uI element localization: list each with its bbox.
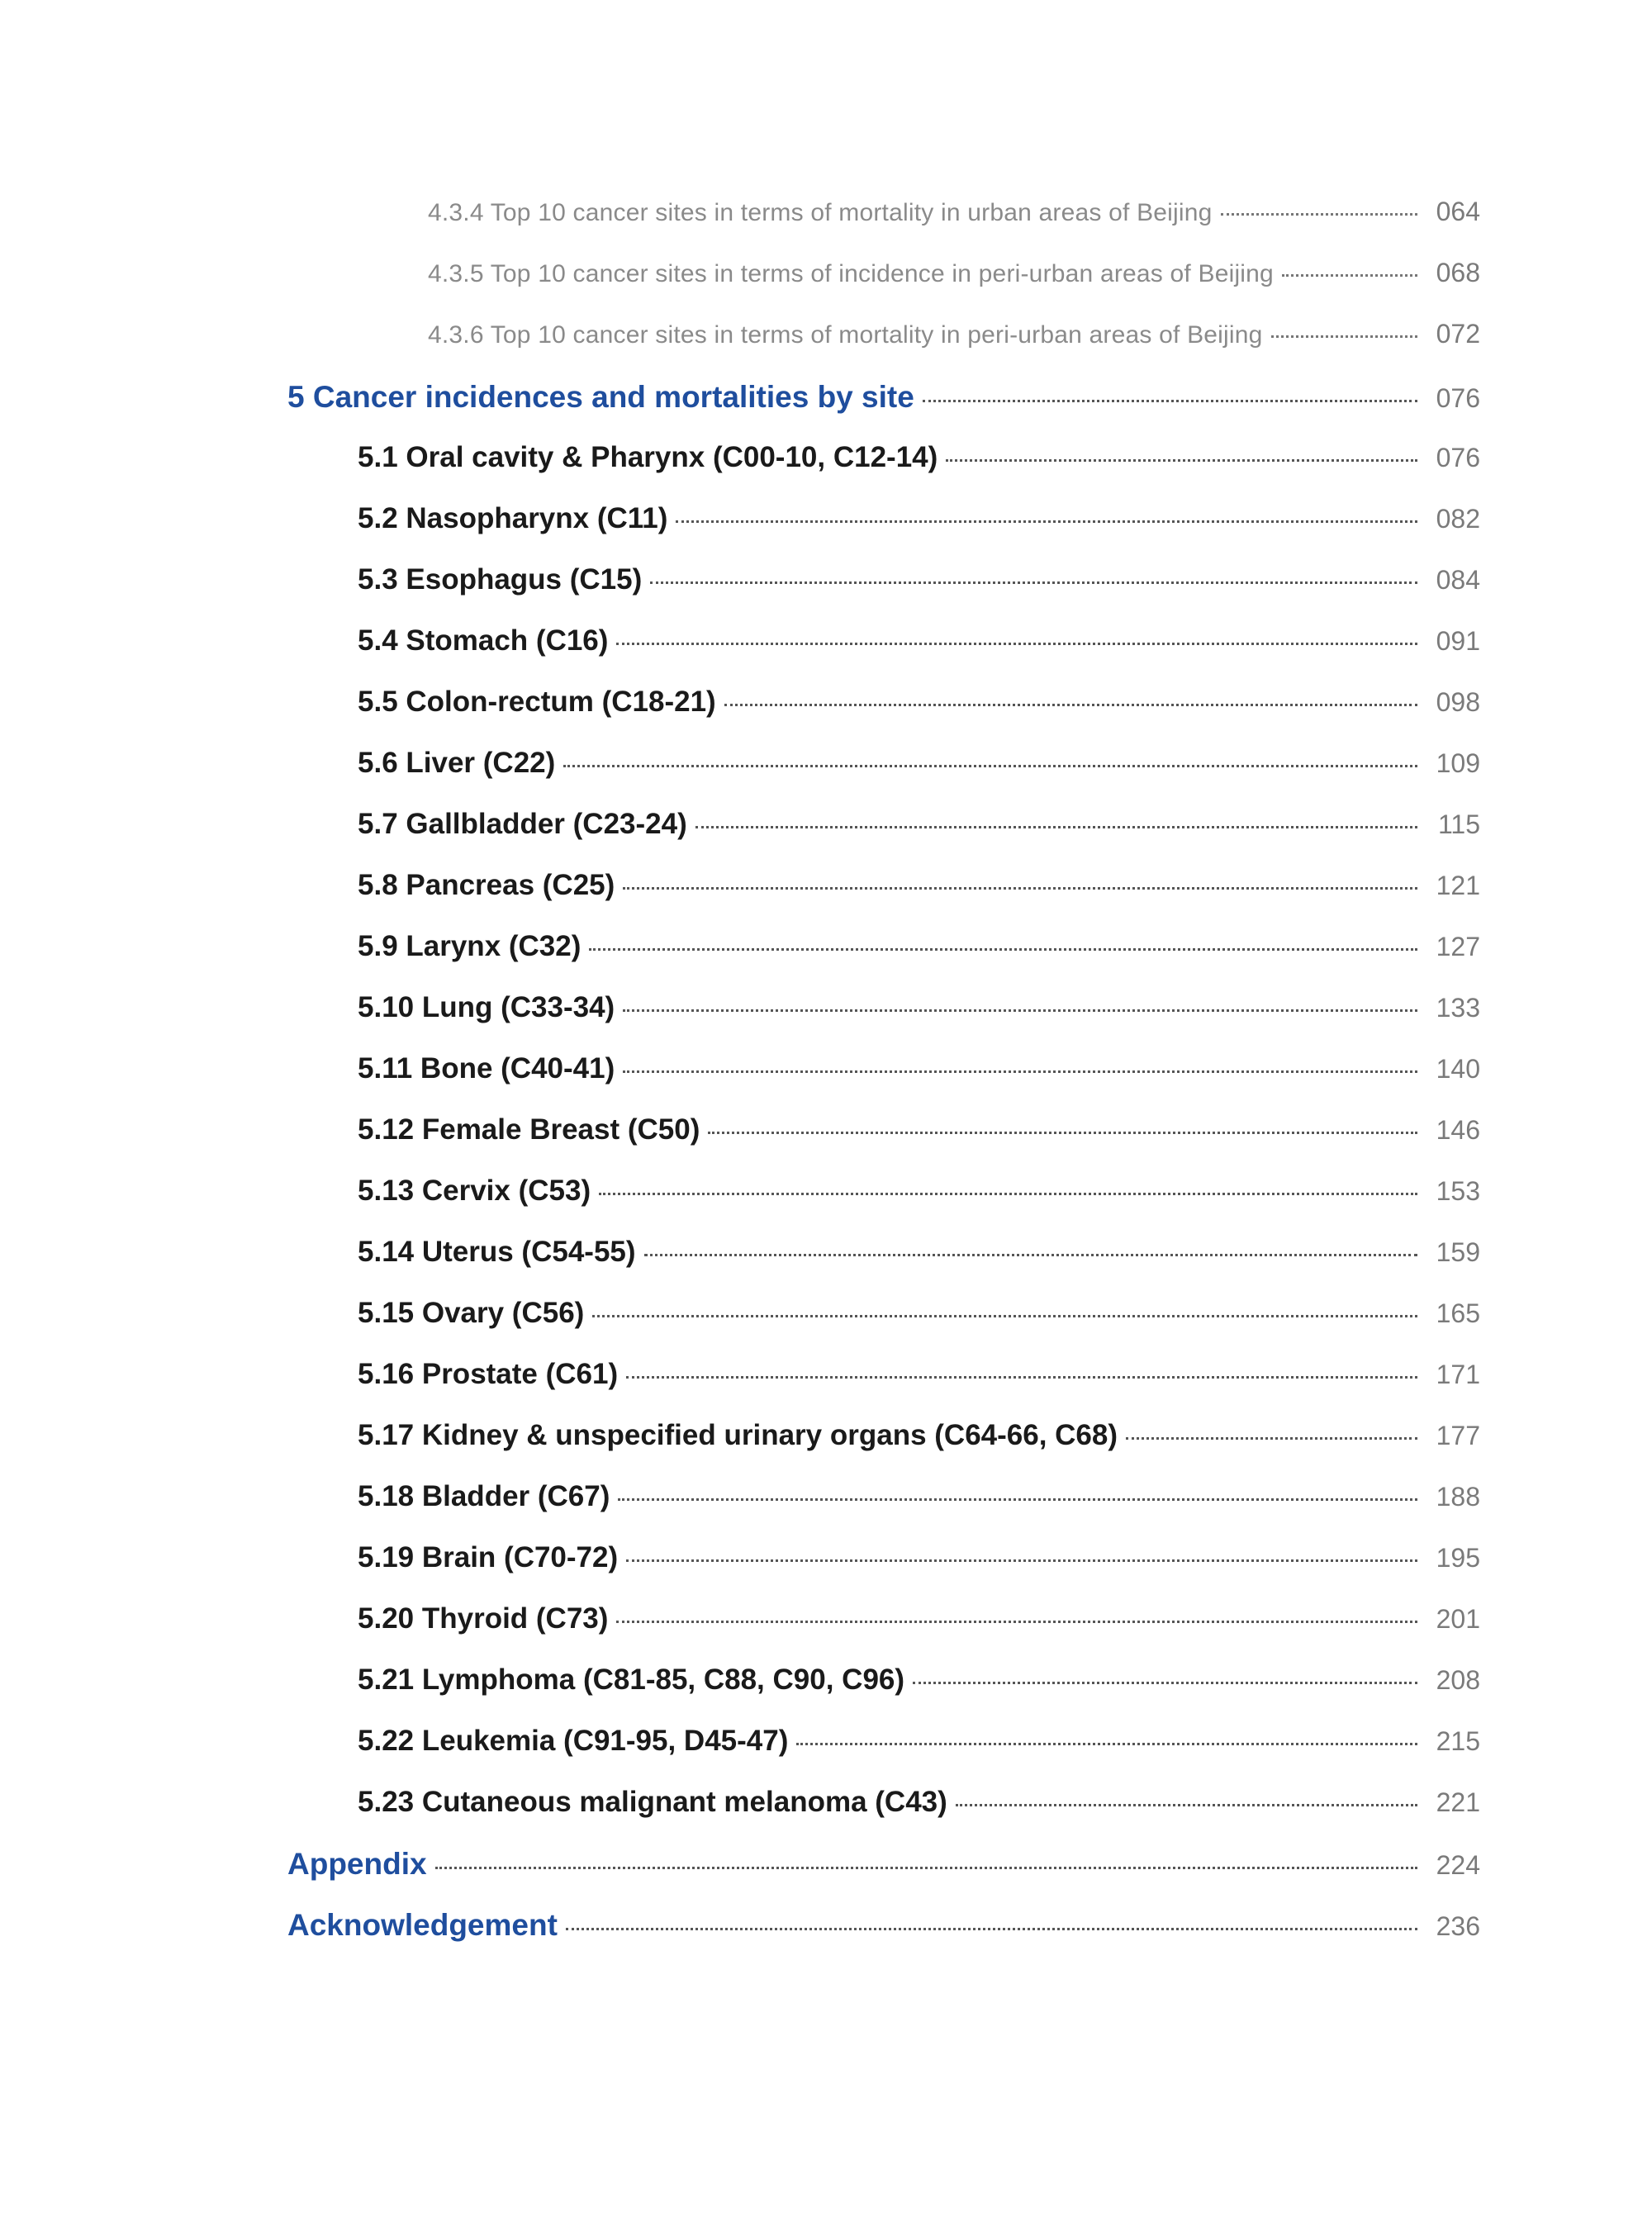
toc-entry-page: 064 — [1436, 197, 1480, 226]
toc-entry[interactable] — [358, 686, 1480, 719]
toc-entry[interactable] — [358, 441, 1480, 474]
toc-entry-page: 236 — [1436, 1911, 1480, 1941]
dot-leader — [708, 1132, 1417, 1134]
toc-entry-title: 5.2 Nasopharynx (C11) — [358, 502, 668, 534]
toc-entry-page: 195 — [1436, 1543, 1480, 1573]
toc-entry-title: 5.16 Prostate (C61) — [358, 1358, 619, 1390]
toc-entry-title: 5.19 Brain (C70-72) — [358, 1541, 619, 1573]
toc-entry-page: 072 — [1436, 319, 1480, 349]
toc-entry-title: 5.15 Ovary (C56) — [358, 1297, 585, 1329]
toc-entry-page: 153 — [1436, 1176, 1480, 1206]
dot-leader — [676, 520, 1417, 523]
toc-entry[interactable] — [358, 1175, 1480, 1208]
toc-entry[interactable] — [428, 197, 1480, 227]
dot-leader — [626, 1376, 1417, 1379]
toc-entry[interactable] — [428, 319, 1480, 349]
toc-entry-page: 146 — [1436, 1115, 1480, 1145]
toc-entry-page: 084 — [1436, 565, 1480, 595]
toc-entry-page: 177 — [1436, 1421, 1480, 1450]
dot-leader — [623, 1009, 1417, 1012]
dot-leader — [599, 1193, 1417, 1195]
toc-entry[interactable] — [358, 1725, 1480, 1758]
toc-entry-page: 121 — [1436, 871, 1480, 900]
dot-leader — [616, 643, 1417, 645]
dot-leader — [923, 400, 1417, 402]
toc-entry[interactable] — [358, 747, 1480, 780]
toc-entry-title: 5.18 Bladder (C67) — [358, 1480, 610, 1512]
dot-leader — [650, 581, 1417, 584]
dot-leader — [1282, 274, 1417, 277]
toc-entry[interactable] — [358, 930, 1480, 963]
toc-entry-title: 4.3.6 Top 10 cancer sites in terms of mortality in peri-urban areas of Beijing — [428, 321, 1263, 349]
toc-entry[interactable] — [358, 808, 1480, 841]
dot-leader — [695, 826, 1417, 828]
toc-entry[interactable] — [358, 1419, 1480, 1452]
toc-entry-page: 188 — [1436, 1482, 1480, 1512]
toc-section-heading[interactable] — [287, 380, 1480, 415]
toc-entry[interactable] — [358, 1664, 1480, 1697]
toc-entry[interactable] — [358, 1297, 1480, 1330]
toc-entry-page: 127 — [1436, 932, 1480, 961]
toc-entry-title: 4.3.4 Top 10 cancer sites in terms of mortality in urban areas of Beijing — [428, 199, 1213, 226]
toc-entry[interactable] — [358, 624, 1480, 657]
dot-leader — [724, 704, 1417, 706]
toc-entry-title: 5.12 Female Breast (C50) — [358, 1113, 700, 1146]
toc-entry-title: 5.10 Lung (C33-34) — [358, 991, 615, 1023]
toc-entry-page: 082 — [1436, 504, 1480, 534]
toc-entry-title: 5.5 Colon-rectum (C18-21) — [358, 686, 716, 718]
toc-entry[interactable] — [358, 1786, 1480, 1819]
toc-entry-page: 224 — [1436, 1850, 1480, 1880]
dot-leader — [1271, 335, 1417, 338]
toc-entry-page: 159 — [1436, 1237, 1480, 1267]
toc-entry-page: 076 — [1436, 443, 1480, 472]
toc-entry-title: 5.21 Lymphoma (C81-85, C88, C90, C96) — [358, 1664, 905, 1696]
toc-entry[interactable] — [358, 1358, 1480, 1391]
toc-entry-title: 5 Cancer incidences and mortalities by site — [287, 380, 914, 414]
toc-entry-title: 5.17 Kidney & unspecified urinary organs (C64-66, C68) — [358, 1419, 1118, 1451]
toc-entry[interactable] — [358, 502, 1480, 535]
toc-entry-page: 133 — [1436, 993, 1480, 1023]
toc-section-heading[interactable] — [287, 1908, 1480, 1943]
toc-entry-page: 076 — [1436, 383, 1480, 413]
dot-leader — [566, 1928, 1417, 1930]
toc-entry-title: 5.7 Gallbladder (C23-24) — [358, 808, 687, 840]
toc-entry[interactable] — [358, 1113, 1480, 1146]
toc-entry-title: 5.8 Pancreas (C25) — [358, 869, 615, 901]
toc-entry-title: 5.6 Liver (C22) — [358, 747, 556, 779]
toc-entry-page: 091 — [1436, 626, 1480, 656]
toc-entry[interactable] — [358, 869, 1480, 902]
dot-leader — [1221, 213, 1417, 216]
toc-entry-title: Acknowledgement — [287, 1908, 558, 1942]
toc-entry-title: 4.3.5 Top 10 cancer sites in terms of incidence in peri-urban areas of Beijing — [428, 260, 1274, 287]
toc-section-heading[interactable] — [287, 1847, 1480, 1882]
dot-leader — [956, 1804, 1417, 1806]
toc-entry-title: 5.4 Stomach (C16) — [358, 624, 609, 657]
dot-leader — [1126, 1437, 1417, 1440]
dot-leader — [623, 887, 1417, 890]
toc-entry-title: 5.23 Cutaneous malignant melanoma (C43) — [358, 1786, 947, 1818]
dot-leader — [589, 948, 1417, 951]
dot-leader — [946, 459, 1417, 462]
dot-leader — [618, 1498, 1417, 1501]
dot-leader — [796, 1743, 1417, 1745]
dot-leader — [623, 1070, 1417, 1073]
toc-entry[interactable] — [358, 563, 1480, 596]
toc-entry-page: 165 — [1436, 1298, 1480, 1328]
toc-entry-page: 171 — [1436, 1360, 1480, 1389]
toc-entry[interactable] — [358, 991, 1480, 1024]
toc-entry-page: 208 — [1436, 1665, 1480, 1695]
toc-entry[interactable] — [358, 1052, 1480, 1085]
toc-entry-page: 201 — [1436, 1604, 1480, 1634]
toc-entry-title: 5.20 Thyroid (C73) — [358, 1602, 609, 1635]
toc-entry-page: 098 — [1436, 687, 1480, 717]
toc-entry-title: 5.9 Larynx (C32) — [358, 930, 582, 962]
toc-entry-title: Appendix — [287, 1847, 427, 1881]
toc-entry-page: 109 — [1436, 748, 1480, 778]
dot-leader — [616, 1621, 1417, 1623]
toc-entry[interactable] — [358, 1541, 1480, 1574]
toc-entry-title: 5.11 Bone (C40-41) — [358, 1052, 615, 1085]
toc-entry-title: 5.14 Uterus (C54-55) — [358, 1236, 636, 1268]
toc-entry-page: 115 — [1437, 809, 1480, 839]
dot-leader — [626, 1559, 1417, 1562]
toc-entry-title: 5.22 Leukemia (C91-95, D45-47) — [358, 1725, 789, 1757]
toc-entry[interactable] — [358, 1602, 1480, 1635]
toc-entry-title: 5.1 Oral cavity & Pharynx (C00-10, C12-14) — [358, 441, 938, 473]
toc-entry-title: 5.13 Cervix (C53) — [358, 1175, 591, 1207]
dot-leader — [563, 765, 1417, 767]
toc-entry-page: 140 — [1436, 1054, 1480, 1084]
toc-entry-page: 068 — [1436, 258, 1480, 287]
toc-entry[interactable] — [358, 1480, 1480, 1513]
dot-leader — [592, 1315, 1417, 1317]
dot-leader — [913, 1682, 1417, 1684]
toc-entry-page: 221 — [1436, 1787, 1480, 1817]
toc-entry[interactable] — [428, 258, 1480, 288]
dot-leader — [644, 1254, 1417, 1256]
toc-entry-page: 215 — [1436, 1726, 1480, 1756]
toc-entry[interactable] — [358, 1236, 1480, 1269]
dot-leader — [435, 1867, 1417, 1869]
toc-entry-title: 5.3 Esophagus (C15) — [358, 563, 643, 596]
